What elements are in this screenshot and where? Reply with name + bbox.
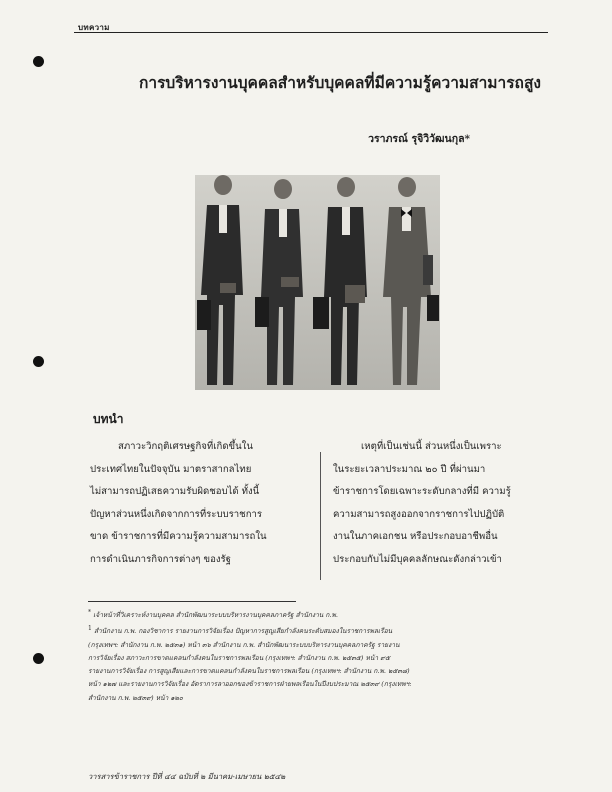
article-title: การบริหารงานบุคคลสำหรับบุคคลที่มีความรู้ความสามารถสูง: [139, 73, 541, 92]
body-line: ประเทศไทยในปัจจุบัน มาตราสากลไทย: [90, 463, 252, 475]
body-column-right: [333, 436, 555, 572]
footnote-line: รายงานการวิจัยเรื่อง การสูญเสียและการขาดแคลนกำลังคนในราชการพลเรือน (กรุงเทพฯ: สำนักงาน ก.พ. ๒๕๓๘): [88, 667, 410, 676]
footnote-text: สำนักงาน ก.พ. กองวิชาการ รายงานการวิจัยเรื่อง ปัญหาการสูญเสียกำลังคนระดับสมองในราชการพลเรือน: [93, 627, 393, 636]
footnote-reference: [88, 622, 550, 638]
body-line: ในระยะเวลาประมาณ ๒๐ ปี ที่ผ่านมา: [333, 463, 486, 475]
footnote-text: เจ้าหน้าที่วิเคราะห์งานบุคคล สำนักพัฒนาระบบบริหารงานบุคคลภาครัฐ สำนักงาน ก.พ.: [93, 611, 338, 620]
body-line: เหตุที่เป็นเช่นนี้ ส่วนหนึ่งเป็นเพราะ: [361, 441, 502, 452]
footnote-line: การวิจัยเรื่อง สภาวะการขาดแคลนกำลังคนในราชการพลเรือน (กรุงเทพฯ: สำนักงาน ก.พ. ๒๕๓๕) หน้า ๙๕: [88, 653, 390, 662]
footnote-line: สำนักงาน ก.พ. ๒๕๓๙) หน้า ๑๒๐: [88, 693, 183, 702]
footnote-divider: [88, 601, 296, 602]
header-divider: [74, 32, 548, 33]
footnote-marker: *: [88, 609, 91, 616]
section-heading: บทนำ: [93, 412, 124, 426]
footnotes: [88, 606, 550, 705]
body-line: ข้าราชการโดยเฉพาะระดับกลางที่มี ความรู้: [333, 486, 511, 498]
body-line: งานในภาคเอกชน หรือประกอบอาชีพอื่น: [333, 531, 498, 543]
footnote-affiliation: [88, 606, 550, 622]
binder-hole-top: [33, 56, 44, 67]
section-label: บทความ: [78, 22, 110, 32]
body-line: ความสามารถสูงออกจากราชการไปปฏิบัติ: [333, 508, 505, 520]
body-column-left: [90, 436, 308, 572]
column-divider: [320, 452, 321, 580]
footnote-line: (กรุงเทพฯ: สำนักงาน ก.พ. ๒๕๓๑) หน้า ๓๖ สำนักงาน ก.พ. สำนักพัฒนาระบบบริหารงานบุคคลภาครัฐ รายงาน: [88, 640, 400, 649]
body-line: ปัญหาส่วนหนึ่งเกิดจากการที่ระบบราชการ: [90, 508, 263, 520]
binder-hole-bottom: [33, 653, 44, 664]
body-line: ไม่สามารถปฏิเสธความรับผิดชอบได้ ทั้งนี้: [90, 486, 260, 498]
body-line: การดำเนินภารกิจการต่างๆ ของรัฐ: [90, 553, 231, 565]
article-author: วราภรณ์ รุจิวิวัฒนกุล*: [368, 133, 470, 145]
body-line: ประกอบกับไม่มีบุคคลลักษณะดังกล่าวเข้า: [333, 553, 502, 565]
footnote-line: หน้า ๑๒๗ และรายงานการวิจัยเรื่อง อัตราการลาออกของข้าราชการฝ่ายพลเรือนในปีงบประมาณ ๒๕๓๙ (กรุงเทพฯ:: [88, 680, 412, 689]
body-line: ขาด ข้าราชการที่มีความรู้ความสามารถใน: [90, 531, 267, 543]
businessmen-illustration: [195, 175, 440, 390]
article-photo: [195, 175, 440, 390]
footnote-marker: 1: [88, 625, 92, 633]
body-line: สภาวะวิกฤติเศรษฐกิจที่เกิดขึ้นใน: [118, 441, 253, 452]
publication-footer: วารสารข้าราชการ ปีที่ ๔๔ ฉบับที่ ๒ มีนาคม-เมษายน ๒๕๔๒: [88, 772, 286, 781]
binder-hole-middle: [33, 356, 44, 367]
